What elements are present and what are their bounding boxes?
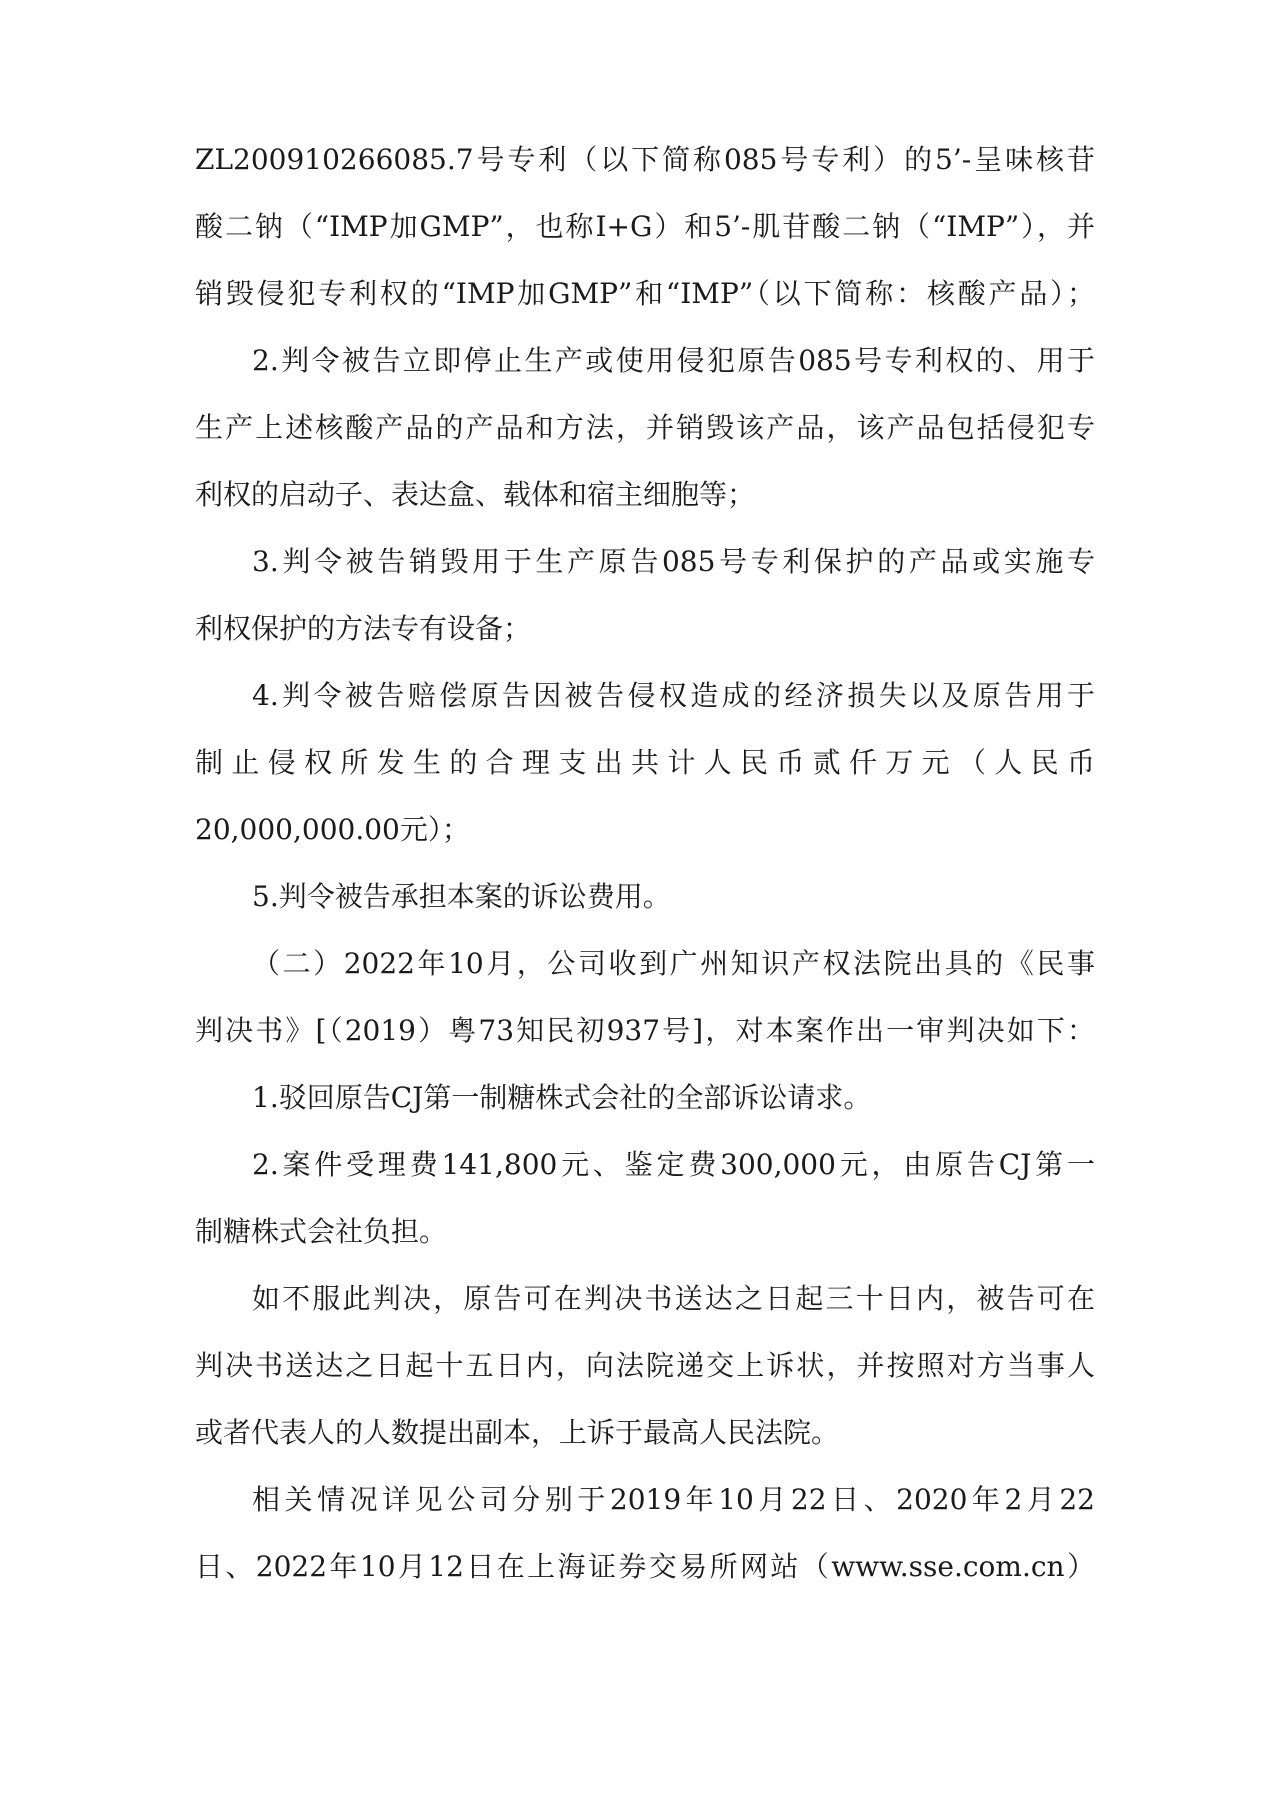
text-line: 利权保护的方法专有设备； <box>195 612 532 645</box>
text-line: 或者代表人的人数提出副本，上诉于最高人民法院。 <box>195 1416 840 1449</box>
text-line: 日、2022年10月12日在上海证券交易所网站（www.sse.com.cn） <box>195 1550 1095 1583</box>
text-line: 销毁侵犯专利权的“IMP加GMP”和“IMP”（以下简称：核酸产品）； <box>195 277 1095 310</box>
text-line: 2.案件受理费141,800元、鉴定费300,000元，由原告CJ第一 <box>252 1148 1095 1181</box>
text-line: 判决书》[（2019）粤73知民初937号]，对本案作出一审判决如下： <box>195 1014 1095 1047</box>
text-line: 酸二钠（“IMP加GMP”，也称I+G）和5’-肌苷酸二钠（“IMP”），并 <box>195 210 1095 243</box>
text-line: 制糖株式会社负担。 <box>195 1215 448 1248</box>
text-line: 4.判令被告赔偿原告因被告侵权造成的经济损失以及原告用于 <box>252 679 1095 712</box>
text-line: 2.判令被告立即停止生产或使用侵犯原告085号专利权的、用于 <box>252 344 1095 377</box>
text-line: 制止侵权所发生的合理支出共计人民币贰仟万元（人民币 <box>195 746 1095 779</box>
text-line: 20,000,000.00元）； <box>195 813 470 846</box>
text-line: 1.驳回原告CJ第一制糖株式会社的全部诉讼请求。 <box>252 1081 872 1114</box>
text-line: （二）2022年10月，公司收到广州知识产权法院出具的《民事 <box>252 947 1095 980</box>
text-line: 5.判令被告承担本案的诉讼费用。 <box>252 880 671 913</box>
text-line: 如不服此判决，原告可在判决书送达之日起三十日内，被告可在 <box>252 1282 1095 1315</box>
text-line: 判决书送达之日起十五日内，向法院递交上诉状，并按照对方当事人 <box>195 1349 1095 1382</box>
text-line: 生产上述核酸产品的产品和方法，并销毁该产品，该产品包括侵犯专 <box>195 411 1095 444</box>
text-line: ZL200910266085.7号专利（以下简称085号专利）的5’-呈味核苷 <box>195 143 1095 176</box>
text-line: 3.判令被告销毁用于生产原告085号专利保护的产品或实施专 <box>252 545 1095 578</box>
text-line: 相关情况详见公司分别于2019年10月22日、2020年2月22 <box>252 1483 1095 1516</box>
text-line: 利权的启动子、表达盒、载体和宿主细胞等； <box>195 478 756 511</box>
